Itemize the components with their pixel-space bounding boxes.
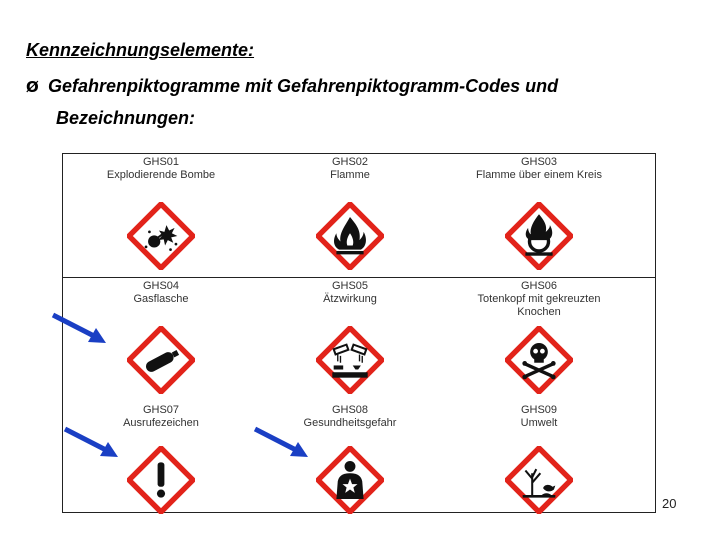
ghs-code: GHS07 [142, 404, 180, 416]
exclamation-mark-icon [127, 446, 195, 514]
bullet-text-continued: Bezeichnungen: [56, 108, 196, 128]
exploding-bomb-icon [127, 202, 195, 270]
environment-icon [505, 446, 573, 514]
ghs-code: GHS05 [331, 280, 369, 292]
ghs-code: GHS06 [520, 280, 558, 292]
pointer-arrow-icon [50, 310, 110, 350]
ghs-name: Explodierende Bombe [106, 169, 216, 181]
flame-icon [316, 202, 384, 270]
bullet-text: Gefahrenpiktogramme mit Gefahrenpiktogramm-Codes und [48, 76, 559, 96]
pointer-arrow-icon [62, 424, 122, 464]
skull-crossbones-icon [505, 326, 573, 394]
ghs-name: Umwelt [520, 417, 558, 429]
corrosion-icon [316, 326, 384, 394]
ghs-cell [256, 278, 444, 398]
ghs-code: GHS08 [331, 404, 369, 416]
ghs-cell [445, 278, 633, 398]
ghs-cell [256, 154, 444, 274]
ghs-name: Gasflasche [133, 293, 189, 305]
ghs-name: Ausrufezeichen [123, 417, 199, 429]
page-number: 20 [662, 496, 677, 511]
ghs-name: Totenkopf mit gekreuzten Knochen [477, 293, 601, 318]
health-hazard-icon [316, 446, 384, 514]
ghs-cell [445, 402, 633, 522]
flame-over-circle-icon [505, 202, 573, 270]
ghs-name: Flamme [330, 169, 370, 181]
ghs-name: Gesundheitsgefahr [303, 417, 397, 429]
ghs-name: Flamme über einem Kreis [476, 169, 602, 181]
ghs-pictogram-table [62, 153, 656, 513]
ghs-code: GHS01 [142, 156, 180, 168]
ghs-name: Ätzwirkung [323, 293, 377, 305]
gas-cylinder-icon [127, 326, 195, 394]
ghs-code: GHS03 [520, 156, 558, 168]
ghs-cell [67, 154, 255, 274]
pointer-arrow-icon [252, 424, 312, 464]
ghs-code: GHS09 [520, 404, 558, 416]
bullet-line [26, 76, 558, 97]
ghs-cell [445, 154, 633, 274]
ghs-code: GHS02 [331, 156, 369, 168]
slide-heading: Kennzeichnungselemente: [26, 40, 255, 60]
ghs-code: GHS04 [142, 280, 180, 292]
bullet-arrow-icon: Ø [26, 78, 39, 96]
